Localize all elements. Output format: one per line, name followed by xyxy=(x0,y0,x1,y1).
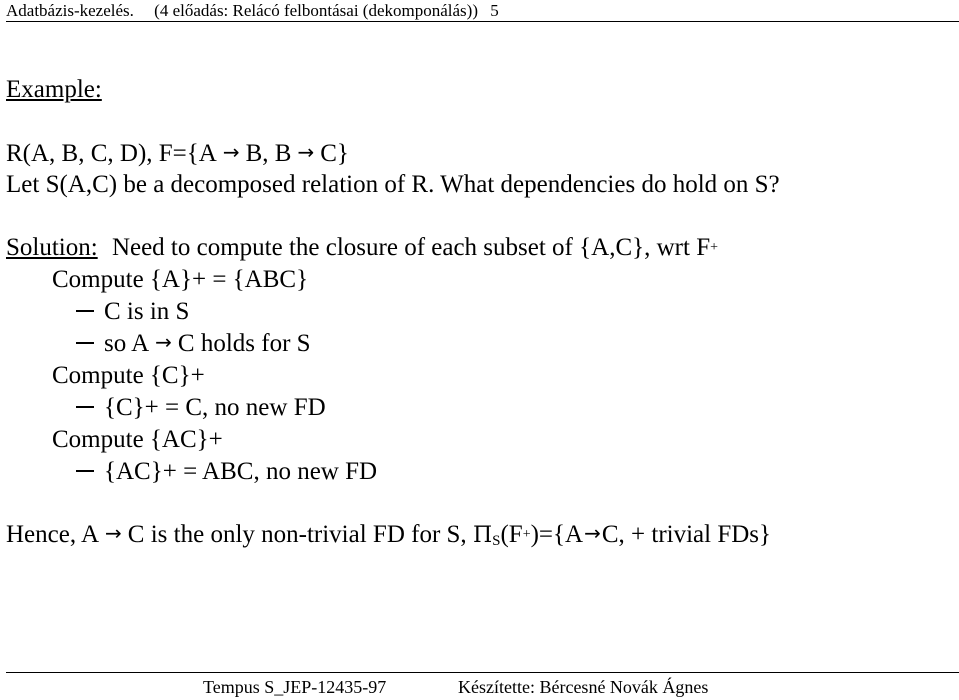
projection-subscript: S xyxy=(492,533,501,549)
solution-intro xyxy=(6,233,718,267)
step-compute-c: Compute {C}+ xyxy=(52,362,205,389)
relation-definition xyxy=(6,139,349,169)
arrow-icon: → xyxy=(105,521,122,545)
example-heading: Example: xyxy=(6,76,102,103)
step-ac-closure xyxy=(76,457,377,487)
projection-symbol: Π xyxy=(472,523,493,548)
footer-author: Készítette: Bércesné Novák Ágnes xyxy=(458,677,709,697)
conclusion-set-end: C, + trivial FDs} xyxy=(601,521,772,548)
page-number: 5 xyxy=(490,1,499,20)
slide-header xyxy=(6,0,959,22)
step-text: {C}+ = C, no new FD xyxy=(104,394,326,421)
arrow-icon: → xyxy=(584,521,601,545)
solution-intro-text: Need to compute the closure of each subset of {A,C}, wrt F xyxy=(111,234,711,261)
course-title: Adatbázis-kezelés. xyxy=(6,1,134,20)
relation-text-end: C} xyxy=(320,140,349,167)
step-text: C is in S xyxy=(104,298,190,325)
bullet-dash xyxy=(76,406,94,408)
step-so-a-c xyxy=(76,329,311,359)
step-text: {AC}+ = ABC, no new FD xyxy=(104,458,378,485)
conclusion-set-start: )={A xyxy=(530,521,584,548)
solution-label: Solution: xyxy=(6,234,98,261)
footer-project: Tempus S_JEP-12435-97 xyxy=(203,677,387,697)
bullet-dash xyxy=(76,342,94,344)
arrow-icon: → xyxy=(297,140,315,164)
bullet-dash xyxy=(76,310,94,312)
header-divider xyxy=(6,21,959,22)
step-c-closure xyxy=(76,393,326,423)
step-compute-ac: Compute {AC}+ xyxy=(52,426,223,453)
lecture-title: (4 előadás: Relácó felbontásai (dekomponálás)) xyxy=(154,1,478,20)
step-text: C holds for S xyxy=(177,330,311,357)
step-compute-a: Compute {A}+ = {ABC} xyxy=(52,266,309,293)
bullet-dash xyxy=(76,470,94,472)
relation-text-mid: B, B xyxy=(245,140,292,167)
arrow-icon: → xyxy=(155,330,172,354)
conclusion-start: Hence, A xyxy=(6,521,100,548)
step-c-in-s xyxy=(76,297,189,327)
conclusion xyxy=(6,520,771,554)
question-text: Let S(A,C) be a decomposed relation of R. What dependencies do hold on S? xyxy=(6,171,780,198)
relation-text-start: R(A, B, C, D), F={A xyxy=(6,140,217,167)
closure-superscript: + xyxy=(710,240,719,255)
step-text: so A xyxy=(104,330,150,357)
conclusion-f: (F xyxy=(500,521,523,548)
conclusion-middle: C is the only non-trivial FD for S, xyxy=(127,521,467,548)
footer-divider xyxy=(6,672,959,673)
closure-superscript: + xyxy=(522,527,531,542)
arrow-icon: → xyxy=(222,140,240,164)
